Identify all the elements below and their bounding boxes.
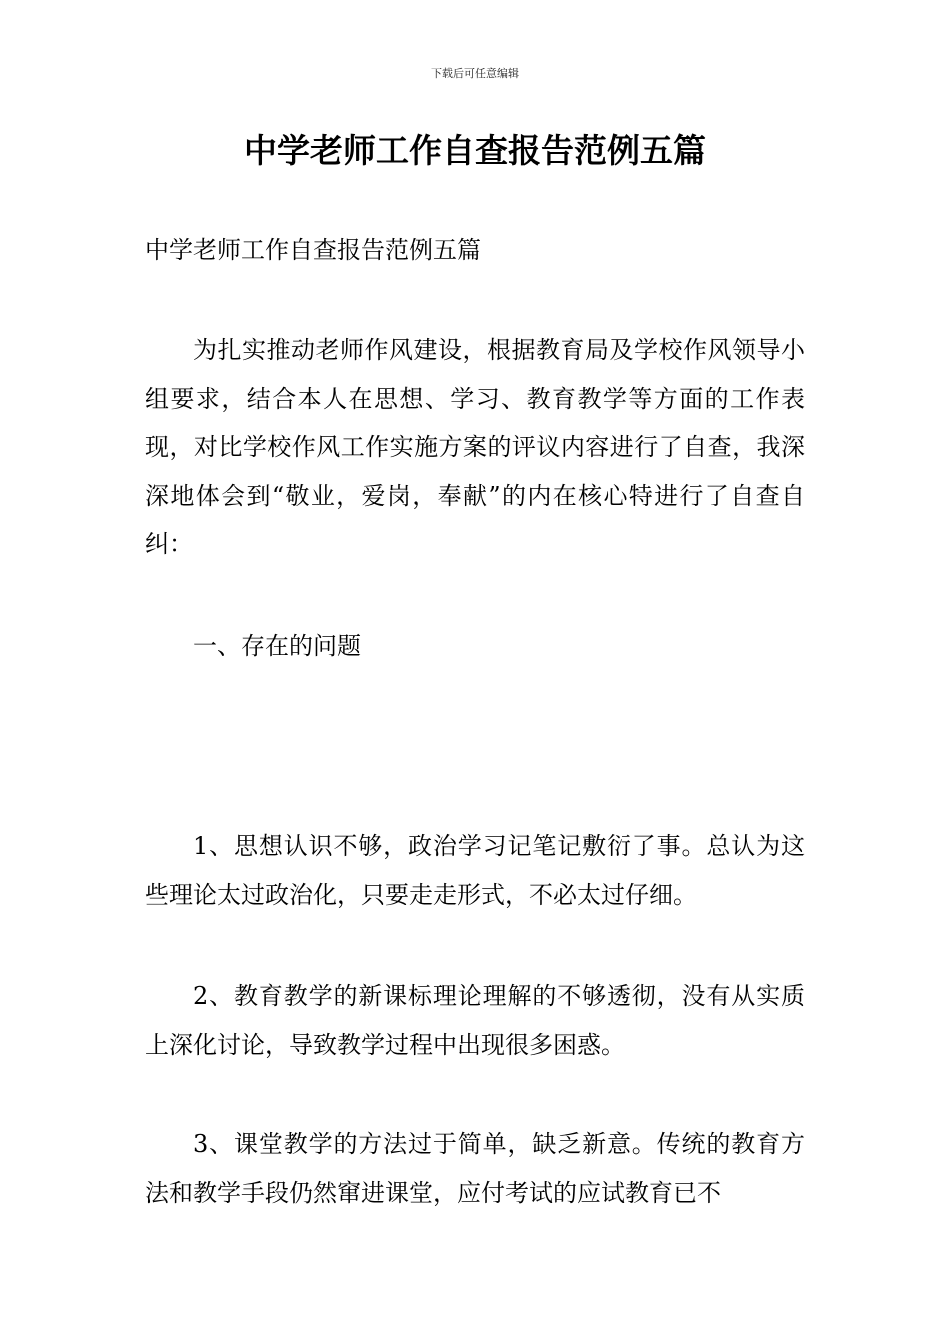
document-title: 中学老师工作自查报告范例五篇 xyxy=(244,131,706,170)
intro-paragraph: 为扎实推动老师作风建设，根据教育局及学校作风领导小组要求，结合本人在思想、学习、教育教学等方面的工作表现，对比学校作风工作实施方案的评议内容进行了自查，我深深地体会到“敬业，爱岗，奉献”的内在核心特进行了自查自纠： xyxy=(145,336,805,558)
problem-item-3: 3、课堂教学的方法过于简单，缺乏新意。传统的教育方法和教学手段仍然窜进课堂，应付考试的应试教育已不 xyxy=(145,1130,805,1207)
header-note: 下载后可任意编辑 xyxy=(431,67,519,80)
section-heading: 一、存在的问题 xyxy=(193,632,361,660)
document-subtitle: 中学老师工作自查报告范例五篇 xyxy=(145,236,481,264)
problem-item-1: 1、思想认识不够，政治学习记笔记敷衍了事。总认为这些理论太过政治化，只要走走形式，不必太过仔细。 xyxy=(145,832,805,909)
problem-item-2: 2、教育教学的新课标理论理解的不够透彻，没有从实质上深化讨论，导致教学过程中出现很多困惑。 xyxy=(145,982,805,1059)
